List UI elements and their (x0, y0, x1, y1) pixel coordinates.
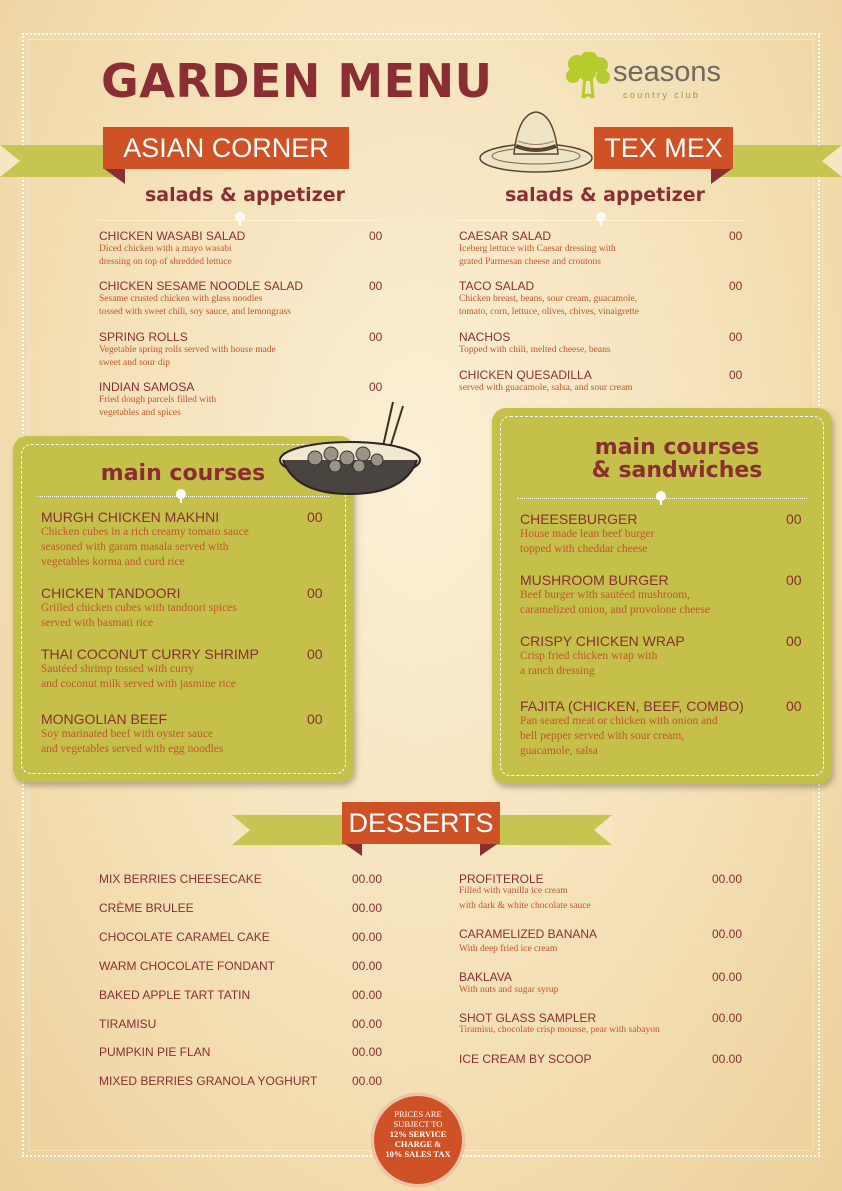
item-description: Chicken cubes in a rich creamy tomato sauce seasoned with garam masala served with vegetables korma and curd rice (41, 526, 249, 568)
desserts-label: DESSERTS (348, 808, 494, 838)
item-price: 00 (729, 279, 743, 293)
item-name: SHOT GLASS SAMPLER (459, 1011, 597, 1025)
asian-corner-banner (103, 127, 349, 169)
item-price: 00.00 (352, 930, 383, 944)
item-name: PUMPKIN PIE FLAN (99, 1045, 211, 1059)
item-description: Grilled chicken cubes with tandoori spices served with basmati rice (41, 602, 237, 629)
asian-main-courses-heading: main courses (100, 461, 266, 486)
item-name: SPRING ROLLS (99, 330, 188, 344)
item-name: TIRAMISU (99, 1017, 157, 1031)
leaf-ornament-icon (173, 488, 189, 504)
item-price: 00.00 (352, 901, 383, 915)
texmex-main-courses-panel (492, 408, 832, 784)
item-name: CHICKEN QUESADILLA (459, 368, 592, 382)
item-price: 00.00 (712, 1011, 743, 1025)
item-price: 00 (307, 509, 323, 525)
seasons-logo (565, 52, 765, 108)
item-price: 00.00 (352, 1017, 383, 1031)
ribbon-notch-left (0, 145, 20, 177)
item-description: Beef burger with sautéed mushroom, caramelized onion, and provolone cheese (520, 589, 710, 616)
item-price: 00 (729, 330, 743, 344)
badge-line: CHARGE & (394, 1139, 442, 1149)
item-description: Diced chicken with a mayo wasabi dressing on top of shredded lettuce (99, 244, 232, 267)
item-price: 00.00 (352, 959, 383, 973)
item-price: 00 (369, 279, 383, 293)
ribbon-notch-right (822, 145, 842, 177)
item-name: BAKED APPLE TART TATIN (99, 988, 251, 1002)
item-name: CHICKEN WASABI SALAD (99, 229, 246, 243)
item-name: CHICKEN SESAME NOODLE SALAD (99, 279, 304, 293)
texmex-main-courses-heading: main courses & sandwiches (591, 435, 763, 483)
item-price: 00 (786, 511, 802, 527)
texmex-salads-heading: salads & appetizer (505, 184, 705, 206)
item-price: 00 (786, 698, 802, 714)
leaf-ornament-icon (593, 211, 609, 227)
item-description: House made lean beef burger topped with cheddar cheese (520, 528, 655, 555)
tex-mex-label: TEX MEX (604, 133, 723, 163)
item-description: Topped with chili, melted cheese, beans (459, 345, 611, 355)
item-price: 00 (369, 330, 383, 344)
item-description: Soy marinated beef with oyster sauce and vegetables served with egg noodles (41, 728, 224, 755)
ribbon-notch-right (594, 815, 612, 845)
item-name: FAJITA (CHICKEN, BEEF, COMBO) (520, 698, 744, 714)
item-description: served with guacamole, salsa, and sour cream (459, 383, 633, 393)
item-price: 00 (369, 229, 383, 243)
item-price: 00 (729, 368, 743, 382)
item-price: 00 (307, 711, 323, 727)
tex-mex-banner (594, 127, 733, 169)
item-name: MURGH CHICKEN MAKHNI (41, 509, 220, 525)
item-price: 00 (729, 229, 743, 243)
item-description: Iceberg lettuce with Caesar dressing with grated Parmesan cheese and croutons (459, 244, 616, 267)
item-description: Tiramisu, chocolate crisp mousse, pear with sabayon (459, 1025, 660, 1035)
tree-icon (565, 52, 611, 102)
item-price: 00 (786, 572, 802, 588)
badge-line: 10% SALES TAX (385, 1149, 451, 1159)
item-price: 00.00 (352, 988, 383, 1002)
item-description: Pan seared meat or chicken with onion and bell pepper served with sour cream, guacamole, salsa (520, 715, 718, 757)
item-description: Filled with vanilla ice cream (459, 886, 568, 896)
item-name: MUSHROOM BURGER (520, 572, 669, 588)
badge-line: 12% SERVICE (389, 1129, 447, 1139)
item-name: CARAMELIZED BANANA (459, 927, 598, 941)
item-name: PROFITEROLE (459, 872, 544, 886)
item-description: With deep fried ice cream (459, 944, 558, 954)
item-name: THAI COCONUT CURRY SHRIMP (41, 646, 259, 662)
leaf-ornament-icon (232, 211, 248, 227)
item-description: Crisp fried chicken wrap with a ranch dressing (520, 650, 658, 677)
item-description: Sautéed shrimp tossed with curry and coconut milk served with jasmine rice (41, 663, 236, 690)
tax-notice-badge (371, 1093, 465, 1187)
item-description: Fried dough parcels filled with vegetables and spices (99, 395, 217, 418)
item-name: NACHOS (459, 330, 511, 344)
item-description: with dark & white chocolate sauce (459, 901, 591, 911)
item-price: 00.00 (352, 1074, 383, 1088)
item-price: 00 (307, 646, 323, 662)
item-name: MIXED BERRIES GRANOLA YOGHURT (99, 1074, 318, 1088)
item-price: 00.00 (352, 1045, 383, 1059)
item-name: CRISPY CHICKEN WRAP (520, 633, 685, 649)
ribbon-fold-left (342, 842, 362, 856)
badge-line: SUBJECT TO (393, 1119, 443, 1129)
item-name: CRÈME BRULEE (99, 901, 194, 915)
item-name: MONGOLIAN BEEF (41, 711, 168, 727)
item-name: CHEESEBURGER (520, 511, 638, 527)
item-name: CHOCOLATE CARAMEL CAKE (99, 930, 270, 944)
menu-title: GARDEN MENU (101, 54, 493, 108)
item-price: 00.00 (712, 927, 743, 941)
item-price: 00.00 (352, 872, 383, 886)
item-name: INDIAN SAMOSA (99, 380, 195, 394)
logo-subtitle: country club (623, 90, 701, 100)
sombrero-icon (478, 108, 598, 178)
asian-salads-heading: salads & appetizer (145, 184, 345, 206)
item-description: Chicken breast, beans, sour cream, guacamole, tomato, corn, lettuce, olives, chives, vinaigrette (459, 294, 639, 317)
item-description: With nuts and sugar syrup (459, 985, 559, 995)
item-description: Sesame crusted chicken with glass noodles tossed with sweet chili, soy sauce, and lemongrass (99, 294, 291, 317)
leaf-ornament-icon (653, 490, 669, 506)
ribbon-notch-left (232, 815, 250, 845)
item-name: MIX BERRIES CHEESECAKE (99, 872, 262, 886)
item-name: TACO SALAD (459, 279, 535, 293)
item-price: 00 (786, 633, 802, 649)
item-price: 00.00 (712, 872, 743, 886)
item-description: Vegetable spring rolls served with house made sweet and sour dip (99, 345, 276, 368)
item-name: CAESAR SALAD (459, 229, 552, 243)
desserts-banner (342, 802, 500, 844)
item-price: 00 (369, 380, 383, 394)
ribbon-fold-right (480, 842, 500, 856)
ribbon-fold-right (711, 168, 733, 184)
item-name: BAKLAVA (459, 970, 512, 984)
logo-wordmark: seasons (613, 56, 722, 88)
item-price: 00.00 (712, 1052, 743, 1066)
item-name: CHICKEN TANDOORI (41, 585, 181, 601)
ribbon-fold-left (103, 168, 125, 184)
item-price: 00 (307, 585, 323, 601)
item-price: 00.00 (712, 970, 743, 984)
badge-line: PRICES ARE (394, 1109, 442, 1119)
item-name: WARM CHOCOLATE FONDANT (99, 959, 275, 973)
asian-corner-label: ASIAN CORNER (123, 133, 329, 163)
item-name: ICE CREAM BY SCOOP (459, 1052, 592, 1066)
wok-icon (275, 398, 425, 498)
